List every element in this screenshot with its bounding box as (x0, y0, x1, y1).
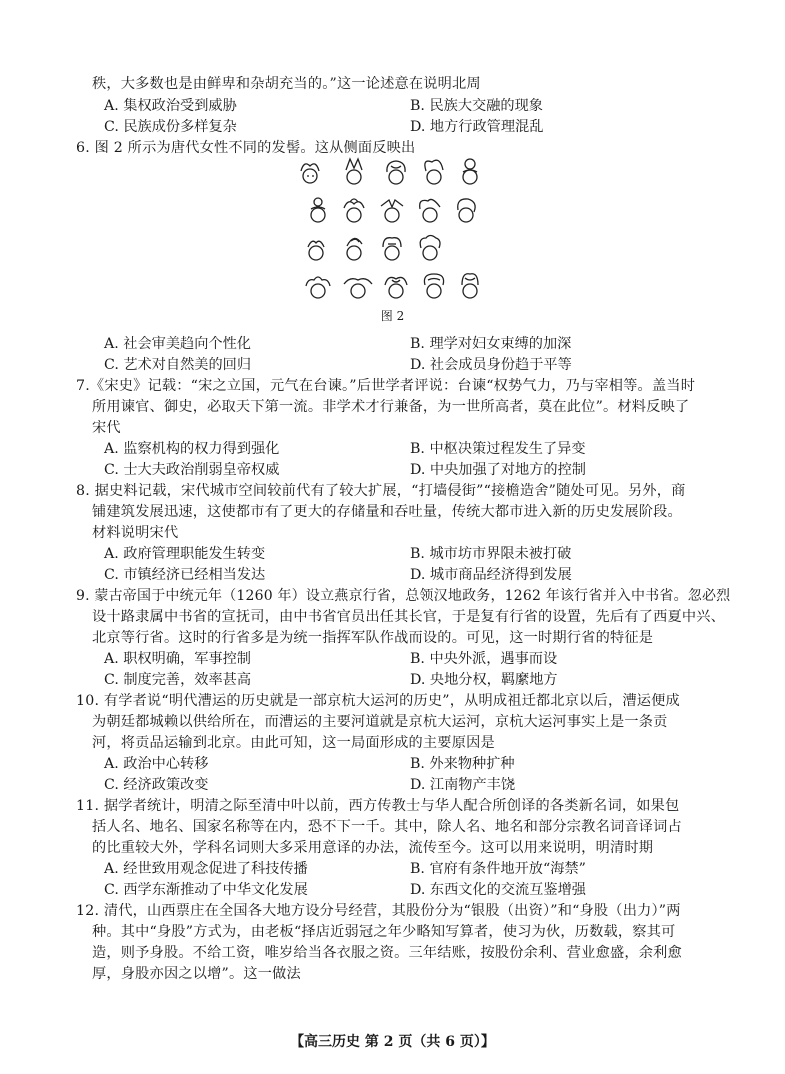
q6-option-d: D. 社会成员身份趋于平等 (410, 357, 572, 373)
hairstyle-icon (387, 161, 405, 184)
q11-option-d: D. 东西文化的交流互鉴增强 (410, 882, 586, 898)
q7-option-b: B. 中枢决策过程发生了异变 (410, 441, 586, 457)
q10-option-d: D. 江南物产丰饶 (410, 777, 516, 793)
q9-option-b: B. 中央外派，遇事而设 (410, 651, 558, 667)
q7-stem-line: 7.《宋史》记载：“宋之立国，元气在台谏。”后世学者评说：台谏“权势气力，乃与宰相等。盖当时 (76, 378, 696, 394)
q8-stem-line: 8. 据史料记载，宋代城市空间较前代有了较大扩展，“打墙侵街”“接檐造舍”随处可见。另外，商 (76, 483, 686, 499)
q11-option-b: B. 官府有条件地开放“海禁” (410, 861, 586, 877)
hairstyle-icon (381, 200, 403, 222)
q10-option-b: B. 外来物种扩种 (410, 756, 515, 772)
q5-option-b: B. 民族大交融的现象 (410, 98, 543, 114)
q12-stem-line: 厚，身股亦因之以增”。这一做法 (92, 966, 301, 982)
q10-stem-line: 10. 有学者说“明代漕运的历史就是一部京杭大运河的历史”，从明成祖迁都北京以后，漕运便成 (76, 693, 680, 709)
hairstyle-icon (311, 198, 325, 222)
q9-stem-line: 9. 蒙古帝国于中统元年（1260 年）设立燕京行省，总领汉地政务，1262 年该行省并入中书省。忽必烈 (76, 588, 731, 604)
q7-option-c: C. 士大夫政治削弱皇帝权威 (104, 462, 280, 478)
q6-option-c: C. 艺术对自然美的回归 (104, 357, 252, 373)
q8-option-d: D. 城市商品经济得到发展 (410, 567, 572, 583)
hairstyle-icon (420, 199, 440, 222)
q10-stem-line: 为朝廷都城赖以供给所在，而漕运的主要河道就是京杭大运河，京杭大运河事实上是一条贡 (92, 714, 668, 730)
q12-stem-line: 12. 清代，山西票庄在全国各大地方设分号经营，其股份分为“银股（出资）”和“身股（出力）”两 (76, 903, 681, 919)
q7-option-d: D. 中央加强了对地方的控制 (410, 462, 586, 478)
q6-option-a: A. 社会审美趋向个性化 (104, 336, 251, 352)
q11-option-a: A. 经世致用观念促进了科技传播 (104, 861, 308, 877)
figure-caption: 图 2 (380, 309, 405, 323)
q8-option-a: A. 政府管理职能发生转变 (104, 546, 266, 562)
q10-stem-line: 河，将贡品运输到北京。由此可知，这一局面形成的主要原因是 (92, 735, 495, 751)
q8-stem-line: 材料说明宋代 (92, 525, 179, 541)
q5-option-d: D. 地方行政管理混乱 (410, 119, 544, 135)
hairstyle-icon (346, 159, 362, 184)
q9-option-a: A. 职权明确，军事控制 (104, 651, 251, 667)
q8-stem-line: 铺建筑发展迅速，这使都市有了更大的存储量和吞吐量，传统大都市进入新的历史发展阶段。 (92, 504, 682, 520)
hairstyle-icon (344, 279, 372, 298)
hairstyle-icon (306, 277, 330, 298)
q11-stem-line: 11. 据学者统计，明清之际至清中叶以前，西方传教士与华人配合所创译的各类新名词，如果包 (76, 798, 680, 814)
q5-option-c: C. 民族成份多样复杂 (104, 119, 237, 135)
hairstyle-icon (425, 160, 443, 184)
q11-stem-line: 的比重较大外，学科名词则大多采用意译的办法，流传至今。这可以用来说明，明清时期 (92, 840, 654, 856)
q10-option-a: A. 政治中心转移 (104, 756, 209, 772)
q9-option-c: C. 制度完善，效率甚高 (104, 672, 252, 688)
q11-stem-line: 括人名、地名、国家名称等在内，恐不下一千。其中，除人名、地名和部分宗教名词音译词占 (92, 819, 682, 835)
hairstyle-icon (383, 238, 401, 260)
q12-stem-line: 种。其中“身股”方式为，由老板“择店近弱冠之年少略知写算者，使习为伙，历数载，察其可 (92, 924, 676, 940)
hairstyle-icon (385, 277, 407, 298)
hairstyle-icon (420, 236, 440, 261)
hairstyle-icon (344, 199, 364, 222)
hairstyle-icon (424, 274, 443, 298)
hairstyle-icon (458, 199, 475, 222)
hairstyle-drawings (301, 159, 478, 298)
hairstyle-icon (301, 164, 319, 183)
q6-option-b: B. 理学对妇女束缚的加深 (410, 336, 572, 352)
q9-stem-line: 设十路隶属中书省的宣抚司，由中书省官员出任其长官，于是复有行省的设置，先后有了西夏中兴、 (92, 609, 726, 625)
q12-stem-line: 造，则予身股。不给工资，唯岁给当各衣服之资。三年结账，按股份余利、营业愈盛，余利愈 (92, 945, 682, 961)
hairstyle-figure (296, 152, 492, 302)
hairstyle-icon (463, 159, 477, 184)
hairstyle-icon (347, 238, 362, 260)
q8-option-b: B. 城市坊市界限未被打破 (410, 546, 572, 562)
q10-option-c: C. 经济政策改变 (104, 777, 209, 793)
q11-option-c: C. 西学东渐推动了中华文化发展 (104, 882, 308, 898)
hairstyle-icon (462, 274, 478, 298)
hairstyle-icon (308, 241, 324, 260)
q6-stem: 6. 图 2 所示为唐代女性不同的发髻。这从侧面反映出 (76, 140, 416, 156)
q5-option-a: A. 集权政治受到威胁 (104, 98, 237, 114)
q7-stem-line: 所用谏官、御史，必取天下第一流。非学术才行兼备，为一世所高者，莫在此位”。材料反映了 (92, 399, 690, 415)
q9-stem-line: 北京等行省。这时的行省多是为统一指挥军队作战而设的。可见，这一时期行省的特征是 (92, 630, 654, 646)
q9-option-d: D. 央地分权，羁縻地方 (410, 672, 558, 688)
q7-stem-line: 宋代 (92, 420, 121, 436)
page-footer: 【高三历史 第 2 页（共 6 页）】 (290, 1034, 495, 1050)
q7-option-a: A. 监察机构的权力得到强化 (104, 441, 280, 457)
q5-stem-tail: 秩，大多数也是由鲜卑和杂胡充当的。”这一论述意在说明北周 (92, 76, 481, 92)
q8-option-c: C. 市镇经济已经相当发达 (104, 567, 266, 583)
